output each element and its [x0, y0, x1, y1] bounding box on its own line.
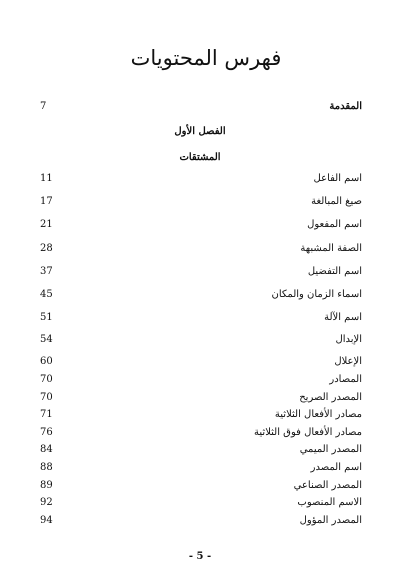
toc-entry-page: 17 [40, 196, 53, 207]
toc-entry-label: اسم الآلة [324, 312, 362, 323]
toc-entry-page: 11 [40, 173, 53, 184]
toc-entry-page: 92 [40, 497, 53, 508]
toc-entry-label: اسم المصدر [310, 462, 362, 473]
toc-row [36, 389, 362, 407]
toc-row [36, 170, 362, 188]
toc-entry-label: المصدر الميمي [299, 444, 362, 455]
toc-row [36, 477, 362, 495]
toc-entry-label: اسم الفاعل [313, 173, 362, 184]
toc-entry-page: 28 [40, 243, 53, 254]
toc-entry-page: 76 [40, 427, 53, 438]
toc-row [36, 406, 362, 424]
toc-entry-label: مصادر الأفعال الثلاثية [274, 409, 362, 420]
toc-entry-label: اسم المفعول [307, 219, 362, 230]
toc-entry-label: المصدر الصريح [299, 392, 362, 403]
toc-entry-label: مصادر الأفعال فوق الثلاثية [254, 427, 362, 438]
toc-row-intro [36, 98, 362, 116]
toc-row [36, 459, 362, 477]
toc-row [36, 286, 362, 304]
toc-entry-label: المصدر الصناعي [293, 480, 362, 491]
toc-entry-page: 84 [40, 444, 53, 455]
toc-entry-label: المصادر [329, 374, 362, 385]
toc-entry-page: 37 [40, 266, 53, 277]
toc-row [36, 331, 362, 349]
toc-row [36, 216, 362, 234]
page-number: - 5 - [188, 551, 212, 562]
toc-entry-page: 88 [40, 462, 53, 473]
toc-entry-label: اسم التفضيل [307, 266, 362, 277]
toc-row [36, 193, 362, 211]
toc-row [36, 309, 362, 327]
section-heading: المشتقات [179, 152, 221, 163]
toc-entry-page: 89 [40, 480, 53, 491]
toc-entry-page: 71 [40, 409, 53, 420]
toc-row [36, 240, 362, 258]
toc-entry-label: المقدمة [329, 101, 362, 112]
toc-entry-page: 70 [40, 374, 53, 385]
toc-row [36, 512, 362, 530]
toc-entry-label: الإبدال [335, 334, 362, 345]
toc-entry-label: اسماء الزمان والمكان [271, 289, 362, 300]
toc-row [36, 424, 362, 442]
toc-row [36, 371, 362, 389]
toc-entry-page: 94 [40, 515, 53, 526]
toc-entry-page: 70 [40, 392, 53, 403]
toc-entry-page: 54 [40, 334, 53, 345]
toc-entry-label: الصفة المشبهة [300, 243, 362, 254]
toc-row [36, 263, 362, 281]
page-title: فهرس المحتويات [130, 46, 282, 70]
toc-entry-label: صيغ المبالغة [311, 196, 362, 207]
toc-entry-label: المصدر المؤول [299, 515, 362, 526]
toc-row [36, 494, 362, 512]
toc-entry-page: 45 [40, 289, 53, 300]
toc-entry-page: 7 [40, 101, 47, 112]
toc-row [36, 441, 362, 459]
chapter-heading: الفصل الأول [174, 126, 226, 137]
toc-entry-page: 51 [40, 312, 53, 323]
toc-entry-label: الإعلال [334, 356, 362, 367]
toc-row [36, 353, 362, 371]
toc-entry-page: 60 [40, 356, 53, 367]
toc-entry-label: الاسم المنصوب [297, 497, 362, 508]
toc-entry-page: 21 [40, 219, 53, 230]
